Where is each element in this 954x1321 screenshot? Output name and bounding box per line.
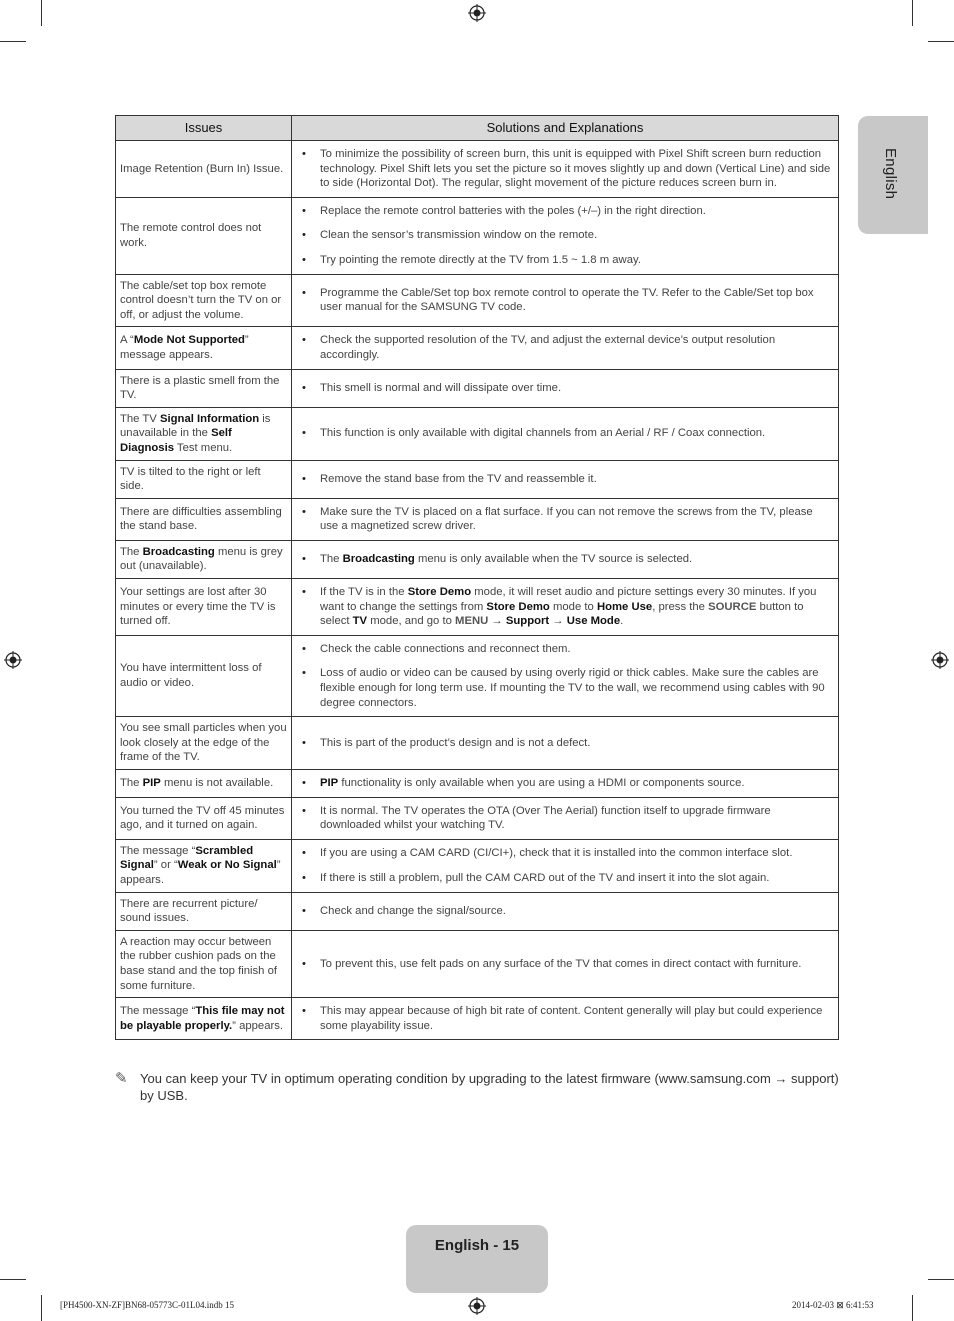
language-side-tab: [858, 116, 928, 234]
crop-mark: [41, 0, 42, 26]
solution-item: • Try pointing the remote directly at the TV from 1.5 ~ 1.8 m away.: [296, 253, 834, 268]
issue-cell: There are difficulties assembling the stand base.: [116, 498, 292, 540]
solution-list: [296, 904, 834, 919]
solution-item: • To prevent this, use felt pads on any surface of the TV that comes in direct contact with furniture.: [296, 957, 834, 972]
table-row: [116, 369, 839, 407]
crop-mark: [912, 0, 913, 26]
crop-mark: [928, 41, 954, 42]
issue-cell: A reaction may occur between the rubber cushion pads on the base stand and the top finish of some furniture.: [116, 930, 292, 997]
solution-cell: [292, 892, 839, 930]
solution-item: • Check the supported resolution of the TV, and adjust the external device’s output resolution accordingly.: [296, 333, 834, 362]
registration-mark-icon: [4, 651, 22, 669]
solution-list: [296, 381, 834, 396]
page-number-tab: [406, 1225, 548, 1293]
solution-list: [296, 957, 834, 972]
solution-item: • Loss of audio or video can be caused by using overly rigid or thick cables. Make sure the cables are flexible enough for long term use. If mounting the TV to the wall, we recommend using cables with 90 degree connectors.: [296, 666, 834, 710]
bold-term: Weak or No Signal: [177, 859, 277, 872]
table-row: [116, 327, 839, 369]
bold-term: Scrambled Signal: [120, 844, 254, 872]
bold-term: Signal Information: [159, 412, 260, 425]
issue-cell: Image Retention (Burn In) Issue.: [116, 141, 292, 198]
solution-item: • This smell is normal and will dissipate over time.: [296, 381, 834, 396]
firmware-note-text: You can keep your TV in optimum operating condition by upgrading to the latest firmware (www.samsung.com → support) by USB.: [140, 1071, 839, 1103]
solution-item: • PIP functionality is only available when you are using a HDMI or components source.: [296, 776, 834, 791]
table-body: [116, 141, 839, 1040]
solution-cell: [292, 197, 839, 274]
key-term: MENU: [455, 615, 489, 628]
page-number-label: English - 15: [434, 1237, 520, 1254]
solution-list: [296, 846, 834, 885]
table-row: [116, 770, 839, 798]
solution-item: • The Broadcasting menu is only available when the TV source is selected.: [296, 552, 834, 567]
table-row: [116, 407, 839, 460]
solution-cell: [292, 635, 839, 716]
solution-list: [296, 1004, 834, 1033]
table-row: [116, 579, 839, 636]
solution-item: • This is part of the product’s design and is not a defect.: [296, 736, 834, 751]
solution-cell: [292, 797, 839, 839]
solution-cell: [292, 460, 839, 498]
crop-mark: [0, 41, 26, 42]
solution-list: [296, 552, 834, 567]
solution-cell: [292, 274, 839, 327]
issue-cell: You have intermittent loss of audio or video.: [116, 635, 292, 716]
solution-item: • Check and change the signal/source.: [296, 904, 834, 919]
table-header-row: [116, 116, 839, 141]
issue-cell: The message “This file may not be playable properly.” appears.: [116, 998, 292, 1040]
solution-list: [296, 333, 834, 362]
bold-term: Home Use: [596, 600, 653, 613]
bold-term: Use Mode: [566, 615, 621, 628]
registration-mark-icon: [931, 651, 949, 669]
issue-cell: The Broadcasting menu is grey out (unavailable).: [116, 540, 292, 578]
solution-cell: [292, 930, 839, 997]
issue-cell: There is a plastic smell from the TV.: [116, 369, 292, 407]
table-row: [116, 540, 839, 578]
table-row: [116, 797, 839, 839]
crop-mark: [0, 1279, 26, 1280]
solution-item: • Make sure the TV is placed on a flat surface. If you can not remove the screws from the TV, please use a magnetized screw driver.: [296, 505, 834, 534]
table-row: [116, 274, 839, 327]
solution-item: • Clean the sensor’s transmission window on the remote.: [296, 228, 834, 243]
solution-cell: [292, 717, 839, 770]
issue-cell: A “Mode Not Supported” message appears.: [116, 327, 292, 369]
bold-term: PIP: [320, 777, 339, 789]
issue-cell: The message “Scrambled Signal” or “Weak or No Signal” appears.: [116, 839, 292, 892]
crop-mark: [912, 1295, 913, 1321]
issue-cell: There are recurrent picture/ sound issues.: [116, 892, 292, 930]
solution-item: • If there is still a problem, pull the CAM CARD out of the TV and insert it into the slot again.: [296, 871, 834, 886]
issue-cell: The cable/set top box remote control doesn’t turn the TV on or off, or adjust the volume.: [116, 274, 292, 327]
issue-cell: The PIP menu is not available.: [116, 770, 292, 798]
troubleshooting-table: [115, 115, 839, 1040]
solution-cell: [292, 141, 839, 198]
solutions-header: Solutions and Explanations: [292, 116, 839, 141]
solution-cell: [292, 407, 839, 460]
bold-term: Store Demo: [486, 600, 550, 613]
registration-mark-icon: [468, 1297, 486, 1315]
solution-list: [296, 642, 834, 710]
solution-cell: [292, 998, 839, 1040]
table-row: [116, 141, 839, 198]
bold-term: Store Demo: [407, 586, 472, 599]
solution-list: [296, 472, 834, 487]
table-row: [116, 197, 839, 274]
issue-cell: Your settings are lost after 30 minutes or every time the TV is turned off.: [116, 579, 292, 636]
solution-cell: [292, 579, 839, 636]
table-row: [116, 998, 839, 1040]
table-row: [116, 460, 839, 498]
solution-item: • If you are using a CAM CARD (CI/CI+), check that it is installed into the common interface slot.: [296, 846, 834, 861]
bold-term: This file may not be playable properly.: [120, 1005, 285, 1032]
issue-cell: You turned the TV off 45 minutes ago, and it turned on again.: [116, 797, 292, 839]
issue-cell: The TV Signal Information is unavailable in the Self Diagnosis Test menu.: [116, 407, 292, 460]
bold-term: Support: [505, 615, 550, 628]
solution-list: [296, 776, 834, 791]
solution-item: • Replace the remote control batteries with the poles (+/–) in the right direction.: [296, 204, 834, 219]
bold-term: Broadcasting: [142, 545, 215, 558]
solution-list: [296, 286, 834, 315]
bold-term: Broadcasting: [342, 553, 415, 566]
solution-cell: [292, 839, 839, 892]
print-slug-left: [PH4500-XN-ZF]BN68-05773C-01L04.indb 15: [60, 1300, 234, 1310]
solution-item: • To minimize the possibility of screen burn, this unit is equipped with Pixel Shift screen burn reduction technology. Pixel Shift lets you set the picture so it moves slightly up and down (Vertical Line) and side to side (Horizontal Dot). The regular, slight movement of the picture reduces screen burn in.: [296, 147, 834, 191]
solution-item: • This may appear because of high bit rate of content. Content generally will play but could experience some playability issue.: [296, 1004, 834, 1033]
table-row: [116, 930, 839, 997]
solution-cell: [292, 498, 839, 540]
solution-list: [296, 736, 834, 751]
solution-item: • It is normal. The TV operates the OTA (Over The Aerial) function itself to upgrade firmware downloaded whilst your watching TV.: [296, 804, 834, 833]
solution-cell: [292, 540, 839, 578]
registration-mark-icon: [468, 4, 486, 22]
bold-term: Mode Not Supported: [133, 334, 245, 347]
issue-cell: The remote control does not work.: [116, 197, 292, 274]
pencil-note-icon: ✎: [115, 1070, 128, 1087]
crop-mark: [928, 1279, 954, 1280]
solution-list: [296, 585, 834, 629]
table-row: [116, 892, 839, 930]
key-term: SOURCE: [708, 600, 757, 613]
issues-header: Issues: [116, 116, 292, 141]
bold-term: Self Diagnosis: [120, 427, 232, 454]
firmware-note: [115, 1070, 839, 1104]
solution-list: [296, 204, 834, 268]
solution-cell: [292, 369, 839, 407]
solution-list: [296, 804, 834, 833]
solution-list: [296, 147, 834, 191]
bold-term: PIP: [142, 777, 161, 789]
table-row: [116, 498, 839, 540]
solution-cell: [292, 770, 839, 798]
table-row: [116, 717, 839, 770]
solution-list: [296, 426, 834, 441]
bold-term: TV: [352, 615, 368, 628]
table-row: [116, 839, 839, 892]
print-slug-right: 2014-02-03 ⊠ 6:41:53: [792, 1300, 874, 1310]
solution-item: • This function is only available with digital channels from an Aerial / RF / Coax connection.: [296, 426, 834, 441]
table-row: [116, 635, 839, 716]
crop-mark: [41, 1295, 42, 1321]
issue-cell: TV is tilted to the right or left side.: [116, 460, 292, 498]
issue-cell: You see small particles when you look closely at the edge of the frame of the TV.: [116, 717, 292, 770]
solution-item: • Programme the Cable/Set top box remote control to operate the TV. Refer to the Cable/Set top box user manual for the SAMSUNG TV code.: [296, 286, 834, 315]
solution-cell: [292, 327, 839, 369]
solution-item: • Check the cable connections and reconnect them.: [296, 642, 834, 657]
solution-list: [296, 505, 834, 534]
solution-item: • If the TV is in the Store Demo mode, it will reset audio and picture settings every 30 minutes. If you want to change the settings from Store Demo mode to Home Use, press the SOURCE button to select TV mode, and go to MENU → Support → Use Mode.: [296, 585, 834, 629]
language-side-tab-label: English: [882, 148, 899, 200]
solution-item: • Remove the stand base from the TV and reassemble it.: [296, 472, 834, 487]
